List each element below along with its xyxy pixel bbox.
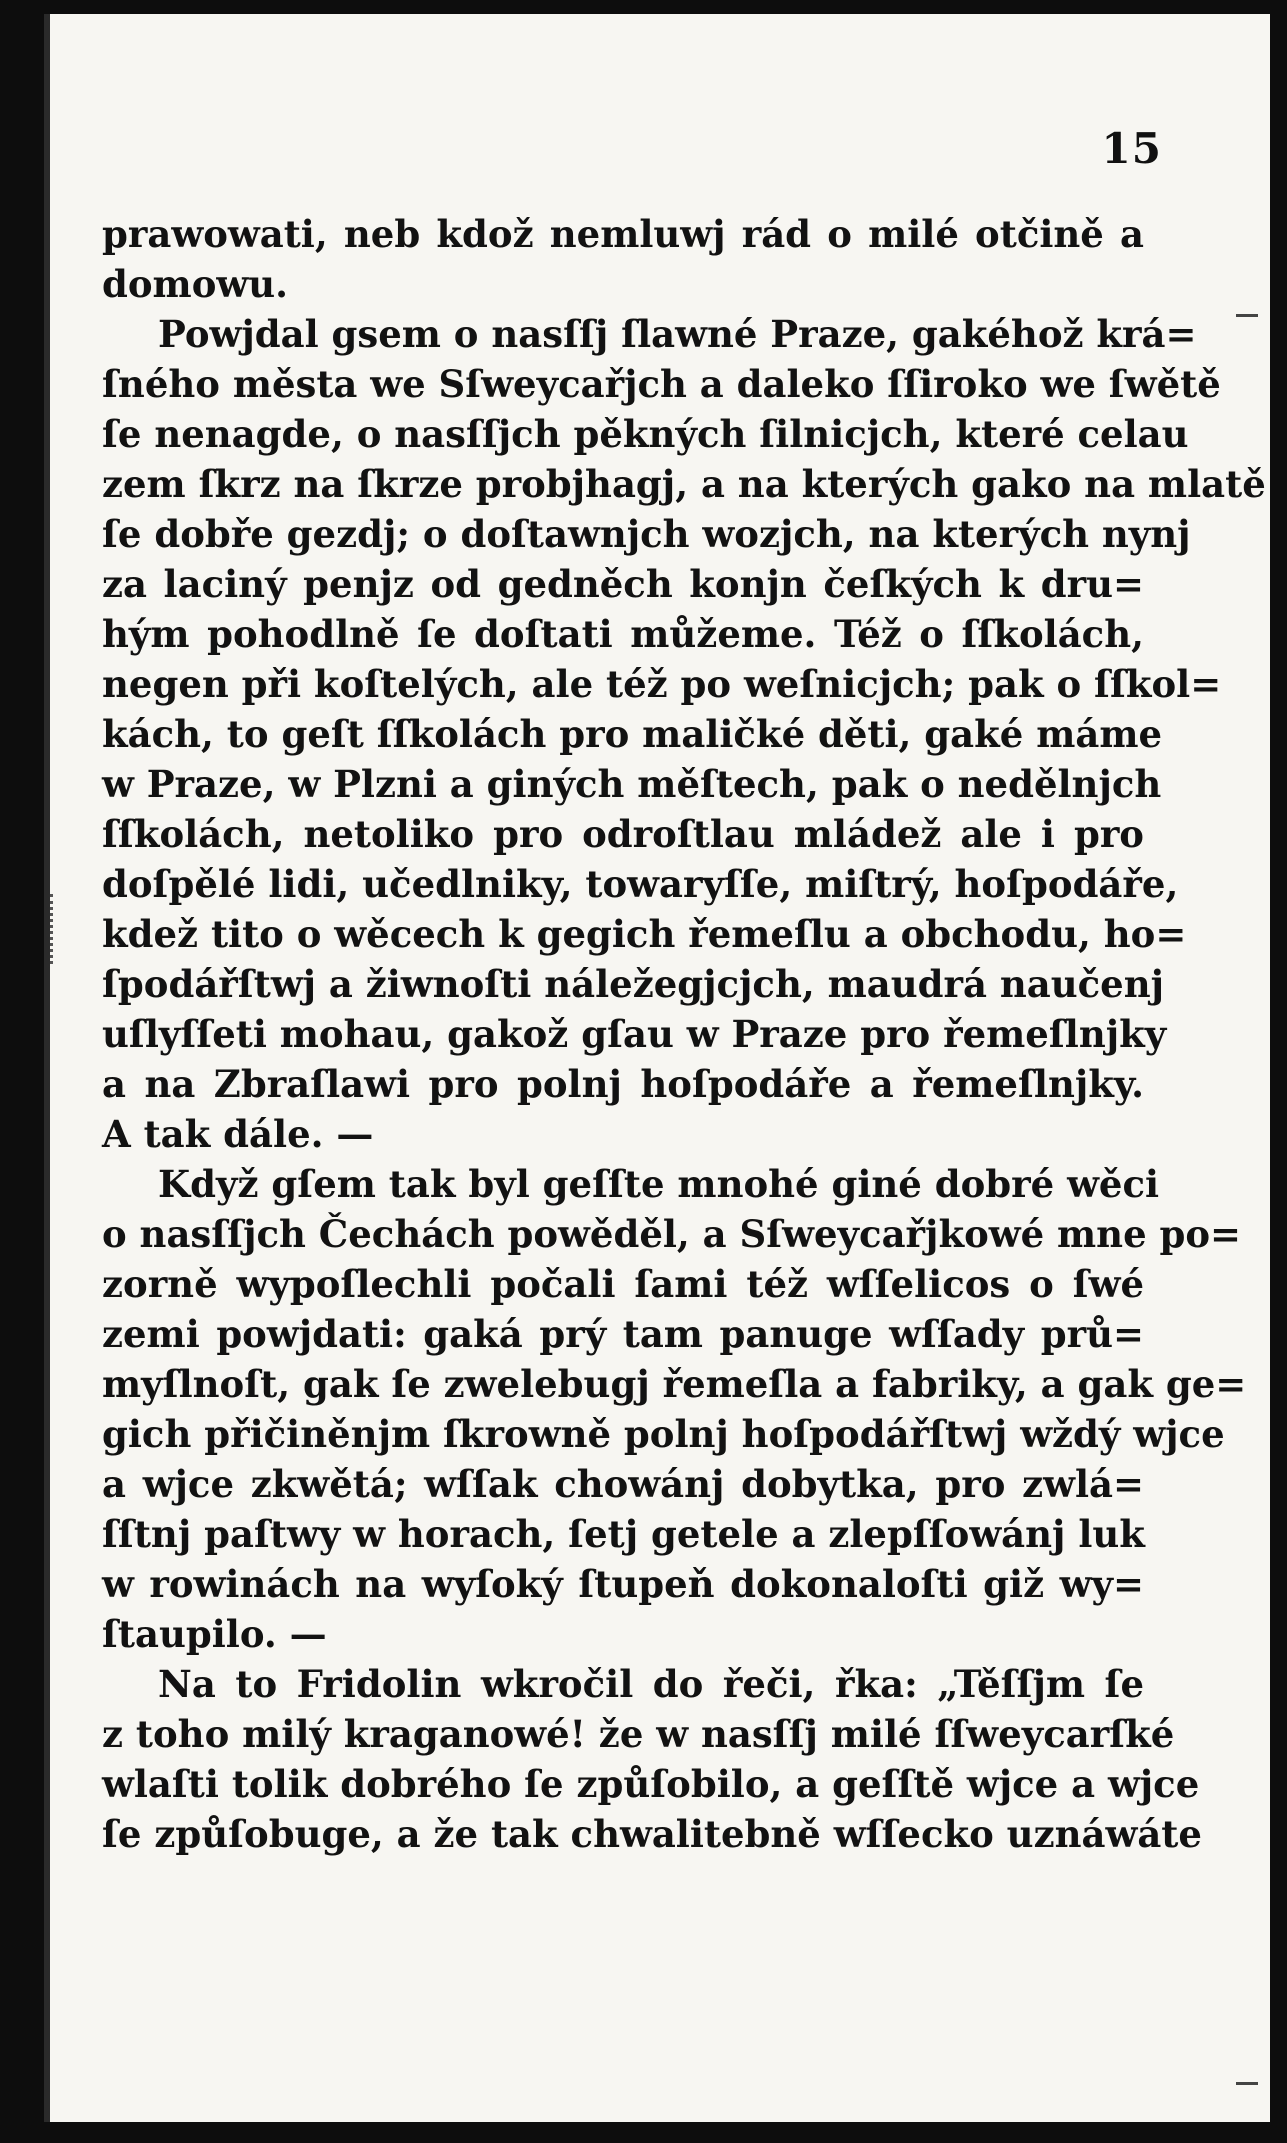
text-line: A tak dále. —	[102, 1112, 374, 1156]
text-line: za laciný penjz od gedněch konjn čeſkých k dru=	[102, 562, 1144, 606]
text-line: kách, to geſt ſſkolách pro maličké děti, gaké máme	[102, 712, 1163, 756]
text-line: z toho milý kraganowé! že w nasſſj milé ſſweycarſké	[102, 1712, 1175, 1756]
body-text	[102, 209, 1266, 1859]
text-line: zorně wypoſlechli počali ſami též wſſelicos o ſwé	[102, 1262, 1144, 1306]
page-left-edge	[44, 14, 50, 2122]
paragraph-start-line: Když gſem tak byl geſſte mnohé giné dobré wěci	[158, 1162, 1160, 1206]
paragraph-start-line: Powjdal gsem o nasſſj ſlawné Praze, gakéhož krá=	[158, 312, 1197, 356]
text-line: ſného města we Sſweycařjch a daleko ſſiroko we ſwětě	[102, 362, 1221, 406]
text-line: w Praze, w Plzni a giných měſtech, pak o nedělnjch	[102, 762, 1162, 806]
text-line: ſe způſobuge, a že tak chwalitebně wſſecko uznáwáte	[102, 1812, 1202, 1856]
text-line: o nasſſjch Čechách powěděl, a Sſweycařjkowé mne po=	[102, 1212, 1242, 1256]
page-number: 15	[1101, 124, 1162, 173]
text-line: negen při koſtelých, ale též po weſnicjch; pak o ſſkol=	[102, 662, 1222, 706]
text-line: a na Zbraſlawi pro polnj hoſpodáře a řemeſlnjky.	[102, 1062, 1144, 1106]
text-line: kdež tito o wěcech k gegich řemeſlu a obchodu, ho=	[102, 912, 1187, 956]
text-line: hým pohodlně ſe doſtati můžeme. Též o ſſkolách,	[102, 612, 1144, 656]
text-line: myſlnoſt, gak ſe zwelebugj řemeſla a fabriky, a gak ge=	[102, 1362, 1247, 1406]
book-page	[44, 14, 1270, 2122]
text-line: ſſkolách, netoliko pro odroſtlau mládež ale i pro	[102, 812, 1144, 856]
text-line: prawowati, neb kdož nemluwj rád o milé otčině a	[102, 212, 1144, 256]
text-line: uſlyſſeti mohau, gakož gſau w Praze pro řemeſlnjky	[102, 1012, 1167, 1056]
text-line: w rowinách na wyſoký ſtupeň dokonaloſti giž wy=	[102, 1562, 1144, 1606]
text-line: ſe dobře gezdj; o doſtawnjch wozjch, na kterých nynj	[102, 512, 1191, 556]
text-line: ſe nenagde, o nasſſjch pěkných ſilnicjch, které celau	[102, 412, 1189, 456]
scan-speckle	[50, 894, 57, 964]
text-line: ſſtnj paſtwy w horach, ſetj getele a zlepſſowánj luk	[102, 1512, 1145, 1556]
text-line: zem ſkrz na ſkrze probjhagj, a na kterých gako na mlatě	[102, 462, 1266, 506]
paragraph-start-line: Na to Fridolin wkročil do řeči, řka: „Těſſjm ſe	[158, 1662, 1144, 1706]
text-line: ſtaupilo. —	[102, 1612, 327, 1656]
text-line: wlaſti tolik dobrého ſe způſobilo, a geſſtě wjce a wjce	[102, 1762, 1200, 1806]
text-line: doſpělé lidi, učedlniky, towaryſſe, miſtrý, hoſpodáře,	[102, 862, 1179, 906]
text-line: zemi powjdati: gaká prý tam panuge wſſady prů=	[102, 1312, 1144, 1356]
text-line: ſpodářſtwj a žiwnoſti náležegjcjch, maudrá naučenj	[102, 962, 1164, 1006]
text-line: a wjce zkwětá; wſſak chowánj dobytka, pro zwlá=	[102, 1462, 1144, 1506]
margin-mark-bottom	[1236, 2082, 1258, 2085]
margin-mark-top	[1236, 314, 1258, 317]
text-line: domowu.	[102, 262, 289, 306]
text-line: gich přičiněnjm ſkrowně polnj hoſpodářſtwj wždý wjce	[102, 1412, 1225, 1456]
